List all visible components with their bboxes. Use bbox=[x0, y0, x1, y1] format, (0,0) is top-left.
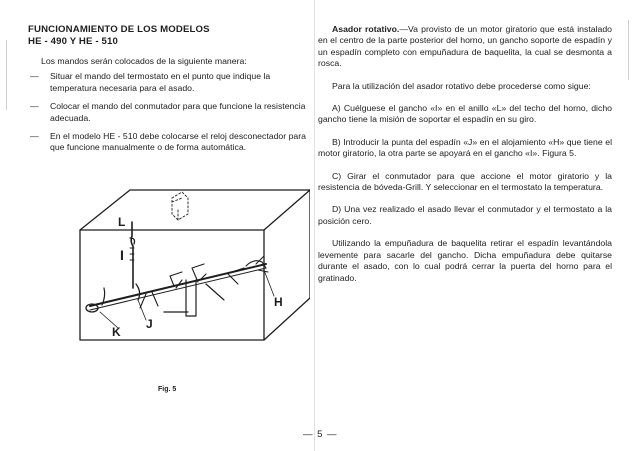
figure-caption: Fig. 5 bbox=[158, 386, 177, 393]
instruction-list bbox=[28, 71, 310, 153]
label-h: H bbox=[274, 295, 283, 309]
diagram-labels bbox=[112, 215, 283, 339]
instruction-text: Situar el mando del termostato en el punto que indique la temperatura necesaria para el asado. bbox=[50, 71, 271, 93]
dash-marker: — bbox=[30, 101, 39, 112]
heading-line-2: HE - 490 Y HE - 510 bbox=[28, 35, 118, 47]
spit-fork-prongs bbox=[140, 256, 268, 308]
page-number: — 5 — bbox=[303, 429, 338, 440]
step-c: C) Girar el conmutador para que accione el motor giratorio y la resistencia de bóveda-Grill. Y seleccionar en el termostato la temperatura. bbox=[318, 170, 612, 193]
dash-marker: — bbox=[30, 131, 39, 142]
label-k: K bbox=[112, 325, 121, 339]
instruction-item bbox=[28, 71, 310, 94]
section-heading bbox=[28, 24, 310, 47]
oven-box-outline bbox=[80, 190, 310, 340]
step-b: B) Introducir la punta del espadín «J» en el alojamiento «H» que tiene el motor giratorio, la otra parte se apoyará en el gancho «I». Figura 5. bbox=[318, 136, 612, 159]
rotisserie-title: Asador rotativo. bbox=[332, 24, 400, 34]
label-j: J bbox=[146, 317, 153, 331]
label-l: L bbox=[118, 215, 126, 229]
label-leader-lines bbox=[100, 270, 274, 328]
right-column bbox=[318, 24, 612, 295]
intro-text: Los mandos serán colocados de la siguiente manera: bbox=[41, 56, 247, 66]
instruction-text: En el modelo HE - 510 debe colocarse el reloj desconectador para que funcione manualmente o de forma automática. bbox=[50, 131, 306, 153]
ceiling-ring-hook bbox=[130, 222, 140, 300]
step-a: A) Cuélguese el gancho «I» en el anillo «L» del techo del horno, dicho gancho tiene la misión de soportar el espadín en su giro. bbox=[318, 103, 612, 125]
heading-line-1: FUNCIONAMIENTO DE LOS MODELOS bbox=[28, 24, 210, 35]
motor-housing bbox=[172, 192, 188, 220]
instruction-item bbox=[28, 131, 310, 154]
oven-rotisserie-diagram bbox=[78, 188, 310, 343]
rotisserie-description: —Va provisto de un motor giratorio que está instalado en el centro de la parte posterior del horno, un gancho soporte de espadín y un espadín completo con empuñadura de baquelita, la cual se desmonta a rosca. bbox=[318, 24, 612, 69]
step-d: D) Una vez realizado el asado llevar el conmutador y el termostato a la posición cero. bbox=[318, 204, 612, 226]
instruction-text: Colocar el mando del conmutador para que funcione la resistencia adecuada. bbox=[50, 101, 306, 123]
label-i: I bbox=[120, 247, 124, 263]
instruction-item bbox=[28, 101, 310, 124]
paragraph-procedure: Para la utilización del asador rotativo debe procederse como sigue: bbox=[332, 80, 591, 91]
paragraph-removal: Utilizando la empuñadura de baquelita retirar el espadín levantándola levemente para sacarle del gancho. Dicha empuñadura debe quitarse durante el asado, con lo cual podrá cerrar la puerta del horno para el gratinado. bbox=[318, 238, 612, 283]
scan-edge-mark bbox=[628, 20, 629, 80]
scan-edge-mark bbox=[6, 40, 7, 110]
page-crease bbox=[314, 0, 315, 451]
paragraph-rotisserie-intro bbox=[318, 24, 612, 70]
dash-marker: — bbox=[30, 71, 39, 82]
left-column bbox=[28, 24, 310, 161]
